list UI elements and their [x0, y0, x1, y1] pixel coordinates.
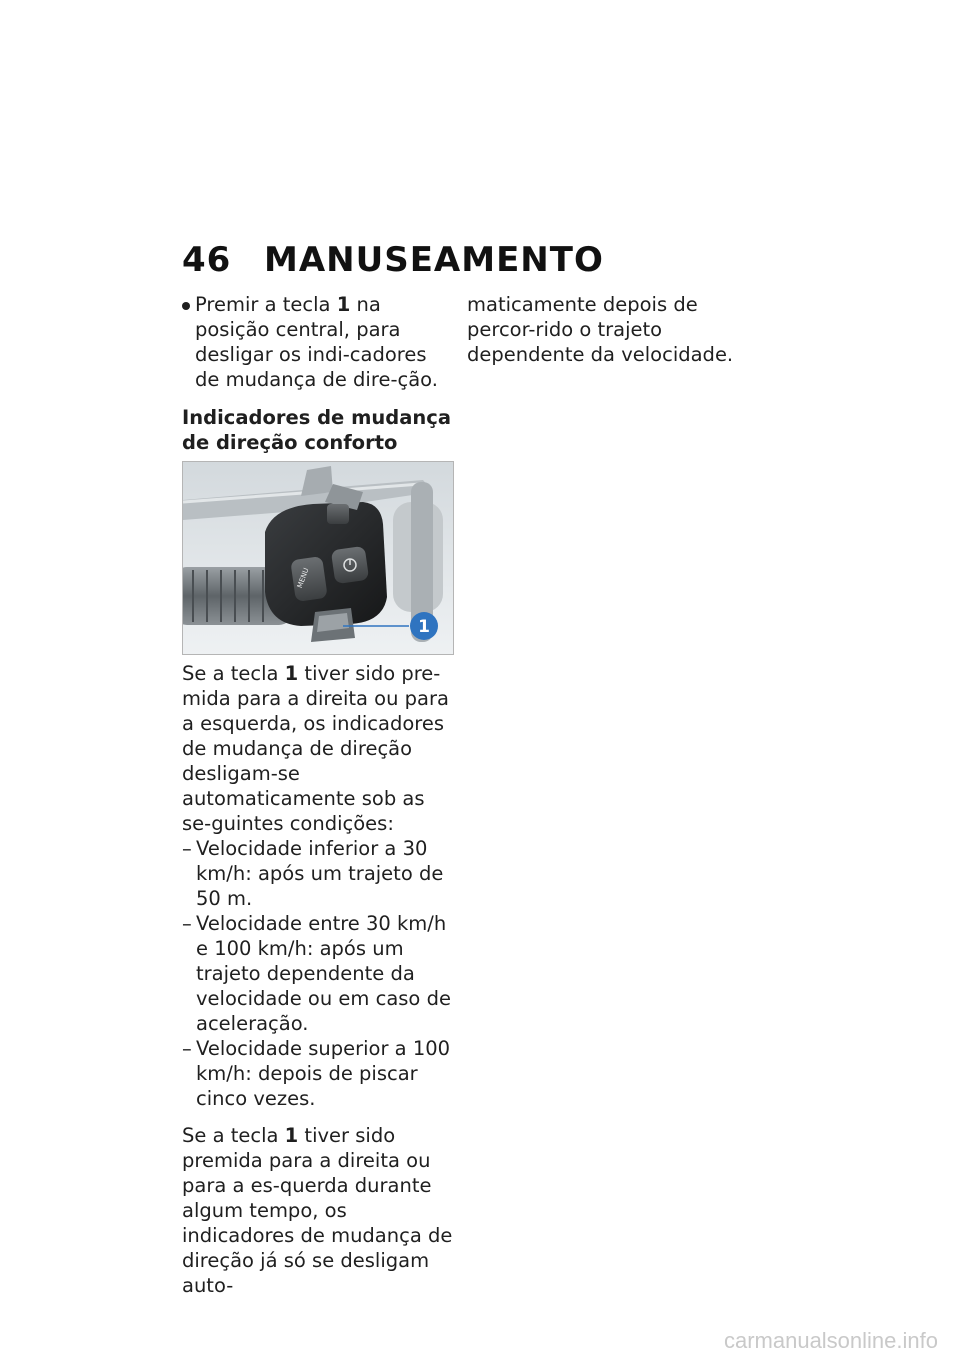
section-title: MANUSEAMENTO — [264, 240, 604, 280]
menu-label: MENU — [295, 566, 311, 590]
right-column — [467, 292, 752, 367]
page-number: 46 — [182, 240, 232, 280]
paragraph-continuation: maticamente depois de percor-rido o trajeto dependente da velocidade. — [467, 293, 734, 366]
handlebar-switch-figure — [182, 461, 454, 655]
paragraph-long-press: Se a tecla 1 tiver sido premida para a direita ou para a es-querda durante algum tempo, os indicadores de mudança de direção já só se desligam auto- — [182, 1124, 453, 1297]
dash-marker: – — [182, 1037, 192, 1060]
key-reference: 1 — [336, 293, 351, 316]
conditions-list — [182, 836, 454, 1111]
watermark: carmanualsonline.info — [723, 1328, 938, 1353]
bullet-instruction: Premir a tecla 1 na posição central, para desligar os indi-cadores de mudança de dire-ção. — [182, 292, 454, 392]
paragraph-conditions-intro: Se a tecla 1 tiver sido pre-mida para a direita ou para a esquerda, os indicadores de mudança de direção desligam-se automaticamente sob as se-guintes condições: — [182, 662, 449, 835]
bullet-dot-icon — [182, 302, 190, 310]
handlebar-switch-illustration — [183, 462, 453, 654]
dash-marker: – — [182, 912, 192, 935]
list-item: – Velocidade entre 30 km/h e 100 km/h: após um trajeto dependente da velocidade ou em caso de aceleração. — [182, 912, 451, 1035]
key-reference: 1 — [284, 1124, 299, 1147]
key-reference: 1 — [284, 662, 299, 685]
left-column — [182, 292, 454, 1298]
callout-number: 1 — [418, 617, 430, 637]
list-item: – Velocidade superior a 100 km/h: depois de piscar cinco vezes. — [182, 1037, 451, 1110]
subheading: Indicadores de mudança de direção conforto — [182, 406, 451, 454]
list-item: – Velocidade inferior a 30 km/h: após um trajeto de 50 m. — [182, 837, 444, 910]
page-header — [182, 240, 604, 280]
dash-marker: – — [182, 837, 192, 860]
